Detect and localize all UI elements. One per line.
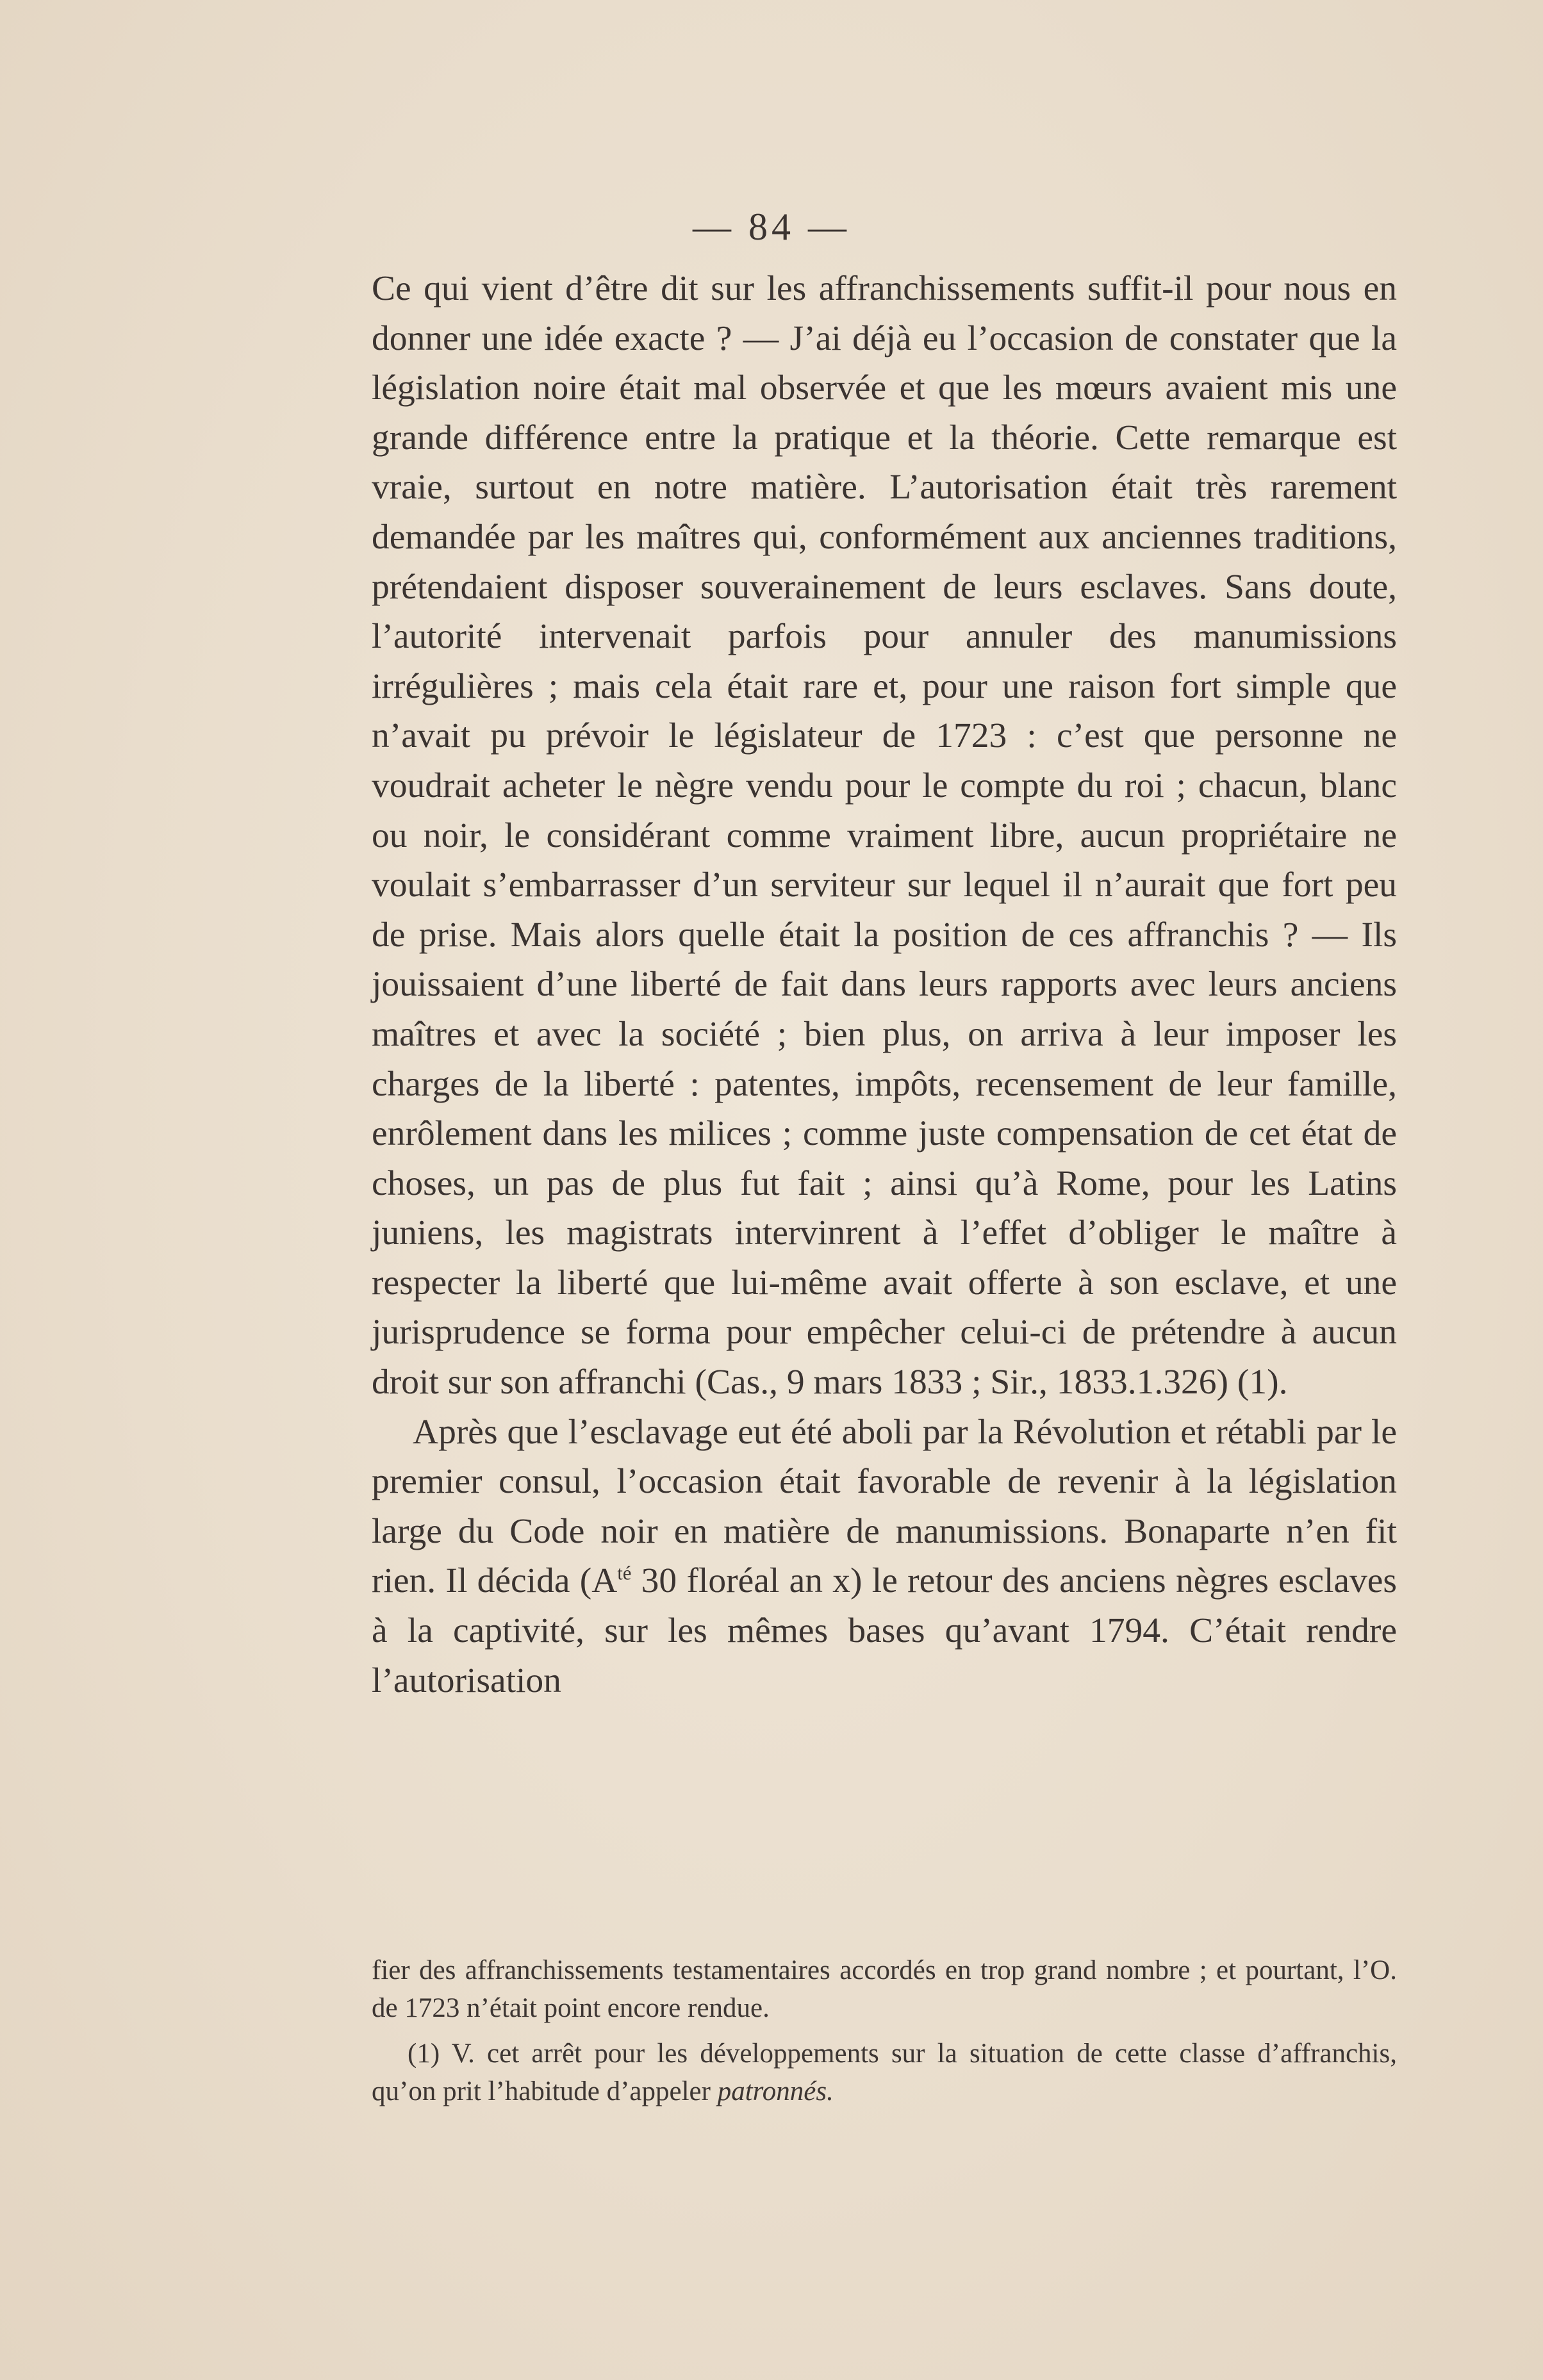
- paragraph-2-superscript: té: [617, 1562, 632, 1584]
- footnote-1: [372, 2035, 1397, 2110]
- main-text: [372, 264, 1397, 1705]
- footnote-1-italic: patronnés.: [717, 2076, 834, 2106]
- paragraph-1: Ce qui vient d’être dit sur les affranchissements suffit-il pour nous en donner une idée exacte ? — J’ai déjà eu l’occasion de constater que la législation noire était mal observée et que les mœurs avaient mis une grande différence entre la pratique et la théorie. Cette remarque est vraie, surtout en notre matière. L’autorisation était très rarement demandée par les maîtres qui, conformément aux anciennes traditions, prétendaient disposer souverainement de leurs esclaves. Sans doute, l’autorité intervenait parfois pour annuler des manumissions irrégulières ; mais cela était rare et, pour une raison fort simple que n’avait pu prévoir le législateur de 1723 : c’est que personne ne voudrait acheter le nègre vendu pour le compte du roi ; chacun, blanc ou noir, le considérant comme vraiment libre, aucun propriétaire ne voulait s’embarrasser d’un serviteur sur lequel il n’aurait que fort peu de prise. Mais alors quelle était la position de ces affranchis ? — Ils jouissaient d’une liberté de fait dans leurs rapports avec leurs anciens maîtres et avec la société ; bien plus, on arriva à leur imposer les charges de la liberté : patentes, impôts, recensement de leur famille, enrôlement dans les milices ; comme juste compensation de cet état de choses, un pas de plus fut fait ; ainsi qu’à Rome, pour les Latins juniens, les magistrats intervinrent à l’effet d’obliger le maître à respecter la liberté que lui-même avait offerte à son esclave, et une jurisprudence se forma pour empêcher celui-ci de prétendre à aucun droit sur son affranchi (Cas., 9 mars 1833 ; Sir., 1833.1.326) (1).: [372, 269, 1397, 1402]
- page-number: — 84 —: [693, 206, 850, 248]
- paragraph-2: [372, 1407, 1397, 1706]
- paragraph-2-part-b: 30 floréal an x) le retour des anciens nègres esclaves à la captivité, sur les mêmes bases qu’avant 1794. C’était rendre l’autorisation: [372, 1561, 1397, 1700]
- paragraph-2-part-a: Après que l’esclavage eut été aboli par la Révolution et rétabli par le premier consul, l’occasion était favorable de revenir à la législation large du Code noir en matière de manumissions. Bonaparte n’en fit rien. Il décida (A: [372, 1412, 1397, 1601]
- footnotes: [372, 1951, 1397, 2110]
- footnote-1-text: (1) V. cet arrêt pour les développements sur la situation de cette classe d’affranchis, qu’on prit l’habitude d’appeler: [372, 2039, 1397, 2106]
- footnote-continuation: fier des affranchissements testamentaires accordés en trop grand nombre ; et pourtant, l’O. de 1723 n’était point encore rendue.: [372, 1955, 1397, 2023]
